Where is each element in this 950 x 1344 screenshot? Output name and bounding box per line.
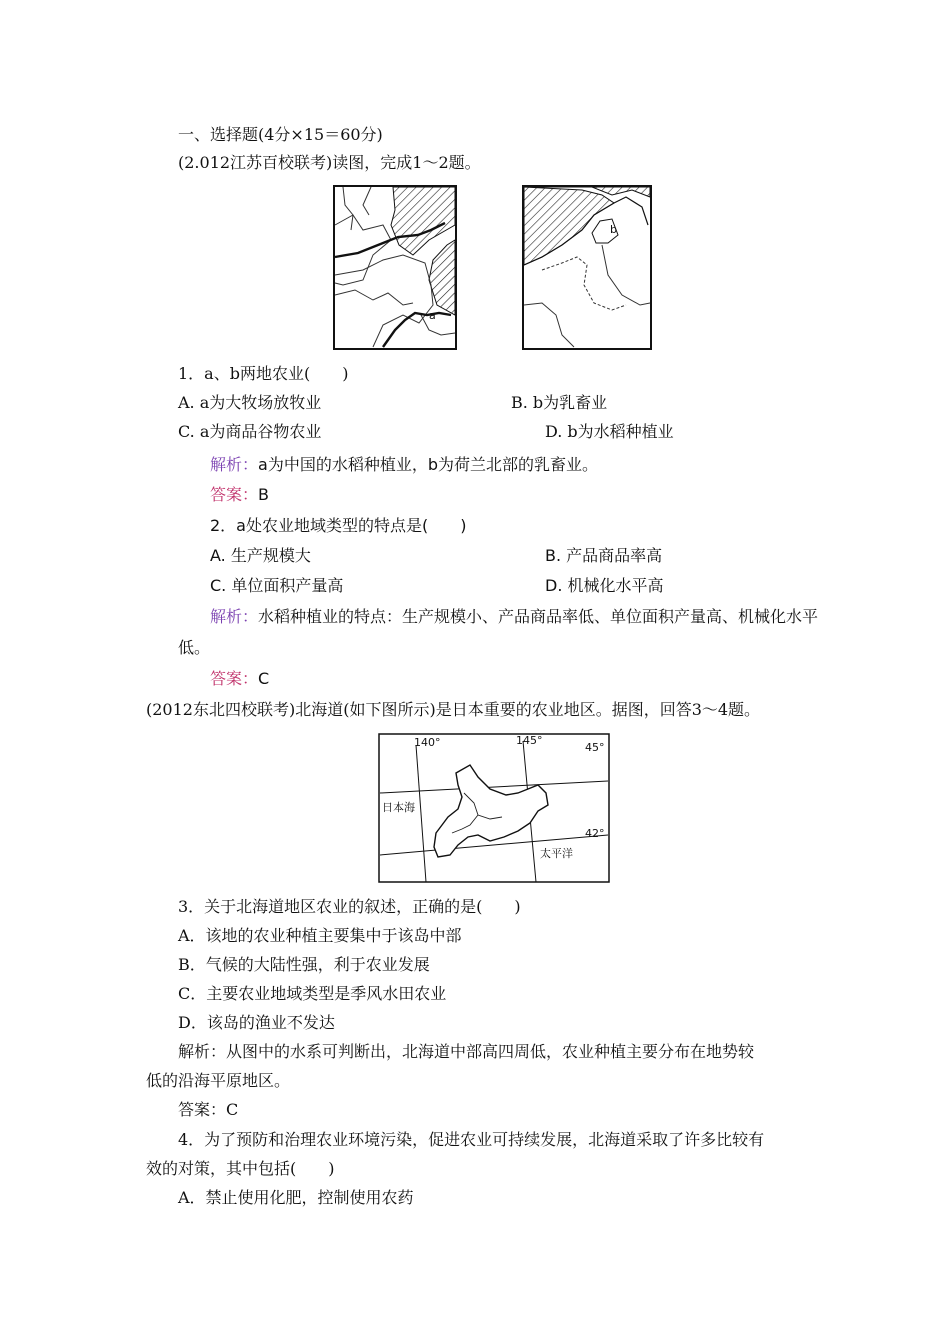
q4-option-a: A．禁止使用化肥，控制使用农药 <box>178 1188 414 1207</box>
map-b-label: b <box>610 223 617 236</box>
q1-option-c: C. a为商品谷物农业 <box>178 422 322 441</box>
hokkaido-lon-140: 140° <box>414 736 441 749</box>
q3-option-c: C．主要农业地域类型是季风水田农业 <box>178 984 447 1003</box>
q2-answer-label: 答案： <box>210 669 259 688</box>
q1-answer <box>210 485 269 505</box>
q2-analysis-label: 解析： <box>210 607 259 626</box>
q3-stem: 3．关于北海道地区农业的叙述，正确的是( ) <box>178 897 521 916</box>
map-a <box>333 185 457 350</box>
hokkaido-sea-pacific: 太平洋 <box>540 847 573 860</box>
q2-stem: 2．a处农业地域类型的特点是( ) <box>210 516 467 535</box>
q3-option-a: A．该地的农业种植主要集中于该岛中部 <box>178 926 462 945</box>
q2-option-c: C. 单位面积产量高 <box>210 576 344 595</box>
q4-stem-line1: 4．为了预防和治理农业环境污染，促进农业可持续发展，北海道采取了许多比较有 <box>178 1130 765 1149</box>
q3-option-b: B．气候的大陆性强，利于农业发展 <box>178 955 430 974</box>
q1-analysis-text: a为中国的水稻种植业，b为荷兰北部的乳畜业。 <box>258 455 598 474</box>
q1-option-b: B. b为乳畜业 <box>511 393 608 412</box>
q1-answer-text: B <box>258 485 269 504</box>
q3-analysis-line2: 低的沿海平原地区。 <box>146 1071 291 1090</box>
section-title: 一、选择题(4分×15＝60分) <box>178 125 383 144</box>
q2-analysis-line2: 低。 <box>178 638 211 657</box>
map-a-label: a <box>429 309 436 322</box>
q2-analysis <box>210 607 818 627</box>
hokkaido-lon-145: 145° <box>516 734 543 747</box>
group2-intro: (2012东北四校联考)北海道(如下图所示)是日本重要的农业地区。据图，回答3～4题。 <box>146 700 761 719</box>
map-b <box>522 185 652 350</box>
q2-option-a: A. 生产规模大 <box>210 546 311 565</box>
hokkaido-sea-japan: 日本海 <box>382 801 415 814</box>
q2-answer <box>210 669 269 689</box>
q1-analysis <box>210 455 598 475</box>
q3-analysis-line1: 解析：从图中的水系可判断出，北海道中部高四周低，农业种植主要分布在地势较 <box>178 1042 755 1061</box>
group1-intro: (2.012江苏百校联考)读图，完成1～2题。 <box>178 153 481 172</box>
hokkaido-lat-42: 42° <box>585 827 605 840</box>
q1-analysis-label: 解析： <box>210 455 259 474</box>
q1-option-d: D. b为水稻种植业 <box>545 422 674 441</box>
q2-option-b: B. 产品商品率高 <box>545 546 663 565</box>
hokkaido-map <box>378 733 610 883</box>
q2-answer-text: C <box>258 669 270 688</box>
q2-option-d: D. 机械化水平高 <box>545 576 664 595</box>
q4-stem-line2: 效的对策，其中包括( ) <box>146 1159 335 1178</box>
q1-option-a: A. a为大牧场放牧业 <box>178 393 322 412</box>
q3-answer: 答案：C <box>178 1100 239 1119</box>
q2-analysis-line1: 水稻种植业的特点：生产规模小、产品商品率低、单位面积产量高、机械化水平 <box>258 607 819 626</box>
q1-answer-label: 答案： <box>210 485 259 504</box>
hokkaido-lat-45: 45° <box>585 741 605 754</box>
q3-option-d: D．该岛的渔业不发达 <box>178 1013 335 1032</box>
q1-stem: 1．a、b两地农业( ) <box>178 364 349 383</box>
